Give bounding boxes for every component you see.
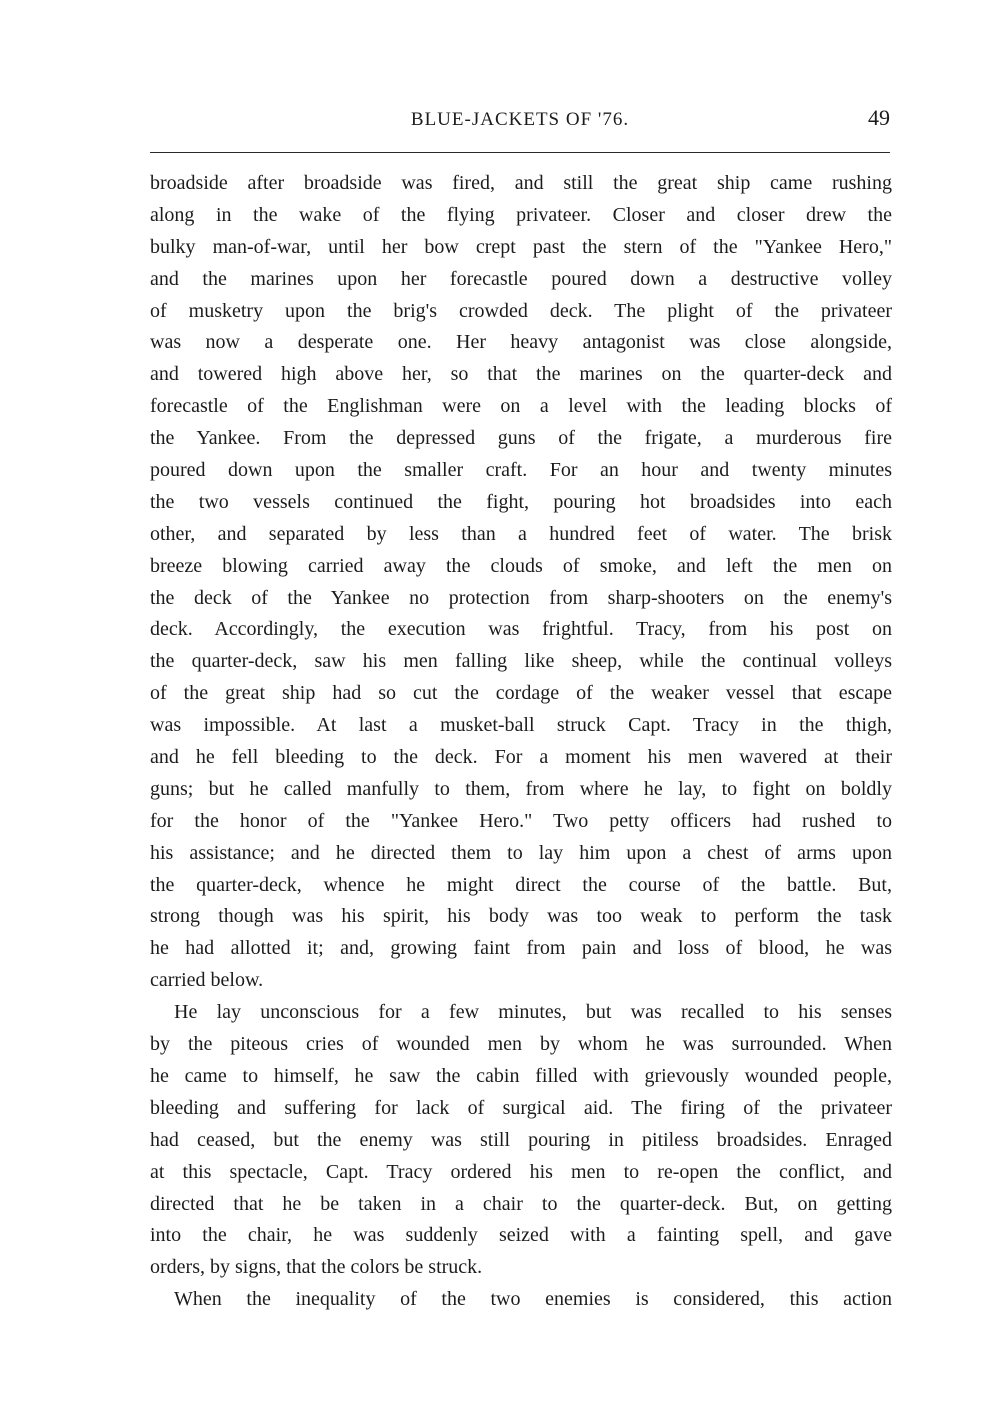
- text-line: had ceased, but the enemy was still pouring in pitiless broadsides. Enraged: [150, 1128, 892, 1151]
- running-head: [150, 105, 890, 135]
- text-line: by the piteous cries of wounded men by whom he was surrounded. When: [150, 1033, 892, 1056]
- text-line: at this spectacle, Capt. Tracy ordered his men to re-open the conflict, and: [150, 1160, 892, 1183]
- text-line: poured down upon the smaller craft. For an hour and twenty minutes: [150, 459, 892, 482]
- text-line: bulky man-of-war, until her bow crept past the stern of the "Yankee Hero,": [150, 235, 892, 258]
- running-title: BLUE-JACKETS OF '76.: [410, 109, 630, 130]
- text-line: orders, by signs, that the colors be struck.: [150, 1256, 483, 1279]
- text-line: guns; but he called manfully to them, from where he lay, to fight on boldly: [150, 777, 892, 800]
- text-line: the Yankee. From the depressed guns of the frigate, a murderous fire: [150, 427, 892, 450]
- paragraph: [150, 997, 892, 1284]
- body-text: [150, 168, 892, 1316]
- text-line: of musketry upon the brig's crowded deck. The plight of the privateer: [150, 299, 892, 322]
- text-line: forecastle of the Englishman were on a level with the leading blocks of: [150, 395, 892, 418]
- text-line: and towered high above her, so that the marines on the quarter-deck and: [150, 363, 892, 386]
- text-line: was impossible. At last a musket-ball struck Capt. Tracy in the thigh,: [150, 714, 892, 737]
- paragraph: [150, 1284, 892, 1316]
- text-line: He lay unconscious for a few minutes, but was recalled to his senses: [174, 1001, 892, 1024]
- page-number: 49: [868, 105, 890, 130]
- text-line: the quarter-deck, saw his men falling like sheep, while the continual volleys: [150, 650, 892, 673]
- text-line: carried below.: [150, 969, 264, 992]
- text-line: the two vessels continued the fight, pouring hot broadsides into each: [150, 490, 892, 513]
- text-line: he came to himself, he saw the cabin filled with grievously wounded people,: [150, 1064, 892, 1087]
- header-rule: [150, 152, 890, 153]
- text-line: into the chair, he was suddenly seized with a fainting spell, and gave: [150, 1224, 892, 1247]
- text-line: bleeding and suffering for lack of surgical aid. The firing of the privateer: [150, 1096, 892, 1119]
- text-line: breeze blowing carried away the clouds of smoke, and left the men on: [150, 554, 892, 577]
- text-line: strong though was his spirit, his body was too weak to perform the task: [150, 905, 892, 928]
- text-line: and he fell bleeding to the deck. For a moment his men wavered at their: [150, 746, 892, 769]
- text-line: the deck of the Yankee no protection from sharp-shooters on the enemy's: [150, 586, 892, 609]
- text-line: he had allotted it; and, growing faint from pain and loss of blood, he was: [150, 937, 892, 960]
- text-line: broadside after broadside was fired, and still the great ship came rushing: [150, 172, 892, 194]
- text-line: directed that he be taken in a chair to the quarter-deck. But, on getting: [150, 1192, 892, 1215]
- text-line: his assistance; and he directed them to lay him upon a chest of arms upon: [150, 841, 892, 864]
- text-line: along in the wake of the flying privateer. Closer and closer drew the: [150, 203, 892, 226]
- paragraph: [150, 168, 892, 997]
- text-line: was now a desperate one. Her heavy antagonist was close alongside,: [150, 331, 892, 354]
- text-line: the quarter-deck, whence he might direct the course of the battle. But,: [150, 873, 892, 896]
- text-line: for the honor of the "Yankee Hero." Two petty officers had rushed to: [150, 809, 892, 832]
- text-line: deck. Accordingly, the execution was frightful. Tracy, from his post on: [150, 618, 892, 641]
- text-line: of the great ship had so cut the cordage of the weaker vessel that escape: [150, 682, 892, 705]
- text-line: and the marines upon her forecastle poured down a destructive volley: [150, 267, 892, 290]
- text-line: other, and separated by less than a hundred feet of water. The brisk: [150, 522, 892, 545]
- text-line: When the inequality of the two enemies is considered, this action: [174, 1288, 892, 1311]
